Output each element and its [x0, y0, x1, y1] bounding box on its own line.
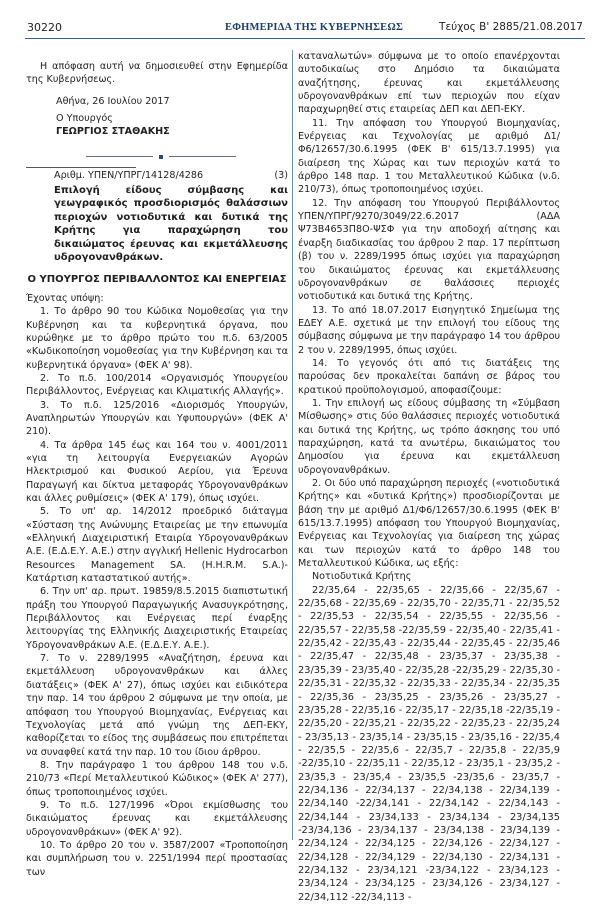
decision-item: 2. Οι δύο υπό παραχώρηση περιοχές («νοτιοδυτικά Κρήτης» και «δυτικά Κρήτης») προσδιορίζονται με βάση την με αριθμό Δ1/Φ6/12657/30.6.1995 (ΦΕΚ Β' 615/13.7.1995) απόφαση του Υπουργού Βιομηχανίας, Ενέργειας και Τεχνολογίας για διαίρεση της χώρας και των περιοχών κατά το άρθρο 148 του Μεταλλευτικού Κώδικα, ως εξής: — [298, 478, 560, 570]
list-item: 4. Τα άρθρα 145 έως και 164 του ν. 4001/2011 «για τη λειτουργία Ενεργειακών Αγορών Ηλεκτρισμού και Φυσικού Αερίου, για Έρευνα Παραγωγή και δίκτυα μεταφοράς Υδρογονανθράκων και άλλες ρυθμίσεις» (ΦΕΚ Α' 179), όπως ισχύει. — [26, 439, 288, 504]
list-item: 14. Το γεγονός ότι από τις διατάξεις της παρούσας δεν προκαλείται δαπάνη σε βάρος του κρατικού προϋπολογισμού, αποφασίζουμε: — [298, 357, 560, 396]
section-separator — [86, 155, 236, 159]
list-item: 12. Την απόφαση του Υπουργού Περιβάλλοντος ΥΠΕΝ/ΥΠΡΓ/9270/3049/22.6.2017 (ΑΔΑ Ψ73Β4653Π8Ο-ΨΣΦ για την αποδοχή αίτησης και έναρξη διαδικασίας του άρθρου 2 παρ. 17 περίπτωση (β) του ν. 2289/1995 όπως ισχύει για παραχώρηση του δικαιώματος έρευνας και εκμετάλλευσης υδρογονανθράκων σε θαλάσσιες περιοχές νοτιοδυτικά και δυτικά της Κρήτης. — [298, 197, 560, 303]
page-number: 30220 — [27, 21, 62, 34]
decision-number: Αριθμ. ΥΠΕΝ/ΥΠΡΓ/14128/4286 — [54, 169, 204, 181]
block-codes: 22/35,64 - 22/35,65 - 22/35,66 - 22/35,67 - 22/35,68 - 22/35,69 - 22/35,70 - 22/35,71 - 22/35,52 - 22/35,53 - 22/35,54 - 22/35,55 - 22/35,56 - 22/35,57 - 22/35,58 -22/35,59 - 22/35,40 - 22/35,41 - 22/35,42 - 22/35,43 - 22/35,44 - 22/35,45 - 22/35,46 - 22/35,47 - 22/35,48 - 23/35,37 - 23/35,38 - 23/35,39 - 23/35,40 - 22/35,28 -22/35,29 - 22/35,30 - 22/35,31 - 22/35,32 - 22/35,33 - 22/35,34 - 22/35,35 - 22/35,36 - 23/35,25 - 23/35,26 - 23/35,27 - 23/35,28 - 22/35,16 - 22/35,17 - 22/35,18 -22/35,19 - 22/35,20 - 22/35,21 - 22/35,22 - 22/35,23 - 22/35,24 - 23/35,13 - 23/35,14 - 23/35,15 - 23/35,16 - 22/35,4 - 22/35,5 - 22/35,6 - 22/35,7 - 22/35,8 - 22/35,9 -22/35,10 - 22/35,11 - 22/35,12 - 23/35,1 - 23/35,2 - 23/35,3 - 23/35,4 - 23/35,5 -23/35,6 - 23/35,7 - 22/34,136 - 22/34,137 - 22/34,138 - 22/34,139 - 22/34,140 -22/34,141 - 22/34,142 - 22/34,143 - 22/34,144 - 23/34,133 - 23/34,134 - 23/34,135 -23/34,136 - 23/34,137 - 23/34,138 - 23/34,139 - 22/34,124 - 22/34,125 - 22/34,126 - 22/34,127 - 22/34,128 - 22/34,129 - 22/34,130 - 22/34,131 - 22/34,132 - 23/34,121 -23/34,122 - 23/34,123 - 23/34,124 - 23/34,125 - 23/34,126 - 23/34,127 - 22/34,112 -22/34,113 - — [298, 584, 560, 903]
publish-note: Η απόφαση αυτή να δημοσιευθεί στην Εφημερίδα της Κυβερνήσεως. — [26, 61, 288, 86]
signer-name: ΓΕΩΡΓΙΟΣ ΣΤΑΘΑΚΗΣ — [56, 126, 170, 138]
list-item: 9. Το π.δ. 127/1996 «Όροι εκμίσθωσης του δικαιώματος έρευνας και εκμετάλλευσης υδρογονανθράκων» (ΦΕΚ Α' 92). — [26, 799, 288, 838]
list-item: 13. Το από 18.07.2017 Εισηγητικό Σημείωμα της ΕΔΕΥ Α.Ε. σχετικά με την επιλογή του είδους της σύμβασης σύμφωνα με την παράγραφο 14 του άρθρου 2 του ν. 2289/1995, όπως ισχύει. — [298, 304, 560, 356]
gazette-title: ΕΦΗΜΕΡΙΔΑ ΤΗΣ ΚΥΒΕΡΝΗΣΕΩΣ — [225, 22, 404, 33]
issue-info: Τεύχος Β' 2885/21.08.2017 — [439, 21, 583, 33]
area-label: Νοτιοδυτικά Κρήτης — [312, 571, 412, 583]
column-divider — [292, 50, 293, 840]
right-column — [298, 50, 560, 904]
decision-title: Επιλογή είδους σύμβασης και γεωγραφικός προσδιορισμός θαλάσσιων περιοχών νοτιοδυτικά και δυτικά της Κρήτης για παραχώρηση του δικαιώματος έρευνας και εκμετάλλευσης υδρογονανθράκων. — [54, 185, 288, 264]
list-item: 8. Την παράγραφο 1 του άρθρου 148 του ν.δ. 210/73 «Περί Μεταλλευτικού Κώδικος» (ΦΕΚ Α' 277), όπως τροποποιημένος ισχύει. — [26, 759, 288, 798]
list-item: 6. Την υπ' αρ. πρωτ. 19859/8.5.2015 διαπιστωτική πράξη του Υπουργού Παραγωγικής Ανασυγκρότησης, Περιβάλλοντος και Ενέργειας περί έναρξης λειτουργίας της Ελληνικής Διαχειριστικής Εταιρείας Υδρογονανθράκων Α.Ε. (Ε.Δ.Ε.Υ. Α.Ε.). — [26, 586, 288, 651]
decision-index: (3) — [274, 169, 288, 181]
page-header — [25, 18, 585, 39]
list-item: 11. Την απόφαση του Υπουργού Βιομηχανίας, Ενέργειας και Τεχνολογίας με αριθμό Δ1/Φ6/12657/30.6.1995 (ΦΕΚ Β' 615/13.7.1995) για διαίρεση της Χώρας και των περιοχών κατά το άρθρο 148 παρ. 1 του Μεταλλευτικού Κώδικα (ν.δ. 210/73), όπως τροποποιημένος ισχύει. — [298, 117, 560, 196]
list-item: 3. Το π.δ. 125/2016 «Διορισμός Υπουργών, Αναπληρωτών Υπουργών και Υφυπουργών» (ΦΕΚ Α' 210). — [26, 399, 288, 438]
continuation-text: καταναλωτών» σύμφωνα με το οποίο επανέρχονται αυτοδικαίως στο Δημόσιο τα δικαιώματα αναζήτησης, έρευνας και εκμετάλλευσης υδρογονανθράκων επί των περιοχών που είχαν παραχωρηθεί στις εταιρείας ΔΕΠ και ΔΕΠ-ΕΚΥ. — [298, 51, 560, 116]
place-date: Αθήνα, 26 Ιουλίου 2017 — [56, 95, 170, 107]
list-item: 5. Το υπ' αρ. 14/2012 προεδρικό διάταγμα «Σύσταση της Ανώνυμης Εταιρείας με την επωνυμία «Ελληνική Διαχειριστική Εταιρία Υδρογονανθράκων Α.Ε. (Ε.Δ.Ε.Υ. Α.Ε.) στην αγγλική Hellenic Hydrocarbon Resources Management SA. (H.H.R.M. S.A.)-Κατάρτιση καταστατικού αυτής». — [26, 506, 288, 585]
left-column — [26, 50, 288, 879]
list-item: 7. Το ν. 2289/1995 «Αναζήτηση, έρευνα και εκμετάλλευση υδρογονανθράκων και άλλες διατάξεις» (ΦΕΚ Α' 27), όπως ισχύει και ειδικότερα την παρ. 14 του άρθρου 2 σύμφωνα με την οποία, με απόφαση του Υπουργού Βιομηχανίας, Ενέργειας και Τεχνολογίας μετά από γνώμη της ΔΕΠ-ΕΚΥ, καθορίζεται το είδος της συμβάσεως που επιτρέπεται να συναφθεί κατά την παρ. 10 του ίδιου άρθρου. — [26, 653, 288, 758]
signer-role: Ο Υπουργός — [56, 113, 113, 125]
minister-heading: Ο ΥΠΟΥΡΓΟΣ ΠΕΡΙΒΑΛΛΟΝΤΟΣ ΚΑΙ ΕΝΕΡΓΕΙΑΣ — [27, 273, 287, 285]
decision-item: 1. Την επιλογή ως είδους σύμβασης τη «Σύμβαση Μίσθωσης» στις δύο θαλάσσιες περιοχές νοτιοδυτικά και δυτικά της Κρήτης, ως τρόπο άσκησης του υπό παραχώρηση, κατά τα ανωτέρω, δικαιώματος του Δημοσίου για έρευνα και εκμετάλλευση υδρογονανθράκων. — [298, 397, 560, 476]
decision-number-row — [26, 169, 288, 182]
list-item: 1. Το άρθρο 90 του Κώδικα Νομοθεσίας για την Κυβέρνηση και τα κυβερνητικά όργανα, που κυρώθηκε με το άρθρο πρώτο του π.δ. 63/2005 «Κωδικοποίηση νομοθεσίας για την Κυβέρνηση και τα κυβερνητικά όργανα» (ΦΕΚ Α' 98). — [26, 306, 288, 371]
list-item: 10. Το άρθρο 20 του ν. 3587/2007 «Τροποποίηση και συμπλήρωση του ν. 2251/1994 περί προστασίας των — [26, 839, 288, 878]
list-item: 2. Το π.δ. 100/2014 «Οργανισμός Υπουργείου Περιβάλλοντος, Ενέργειας και Κλιματικής Αλλαγής». — [26, 372, 288, 398]
considering-label: Έχοντας υπόψη: — [26, 292, 104, 304]
separator-square-icon — [159, 155, 163, 159]
